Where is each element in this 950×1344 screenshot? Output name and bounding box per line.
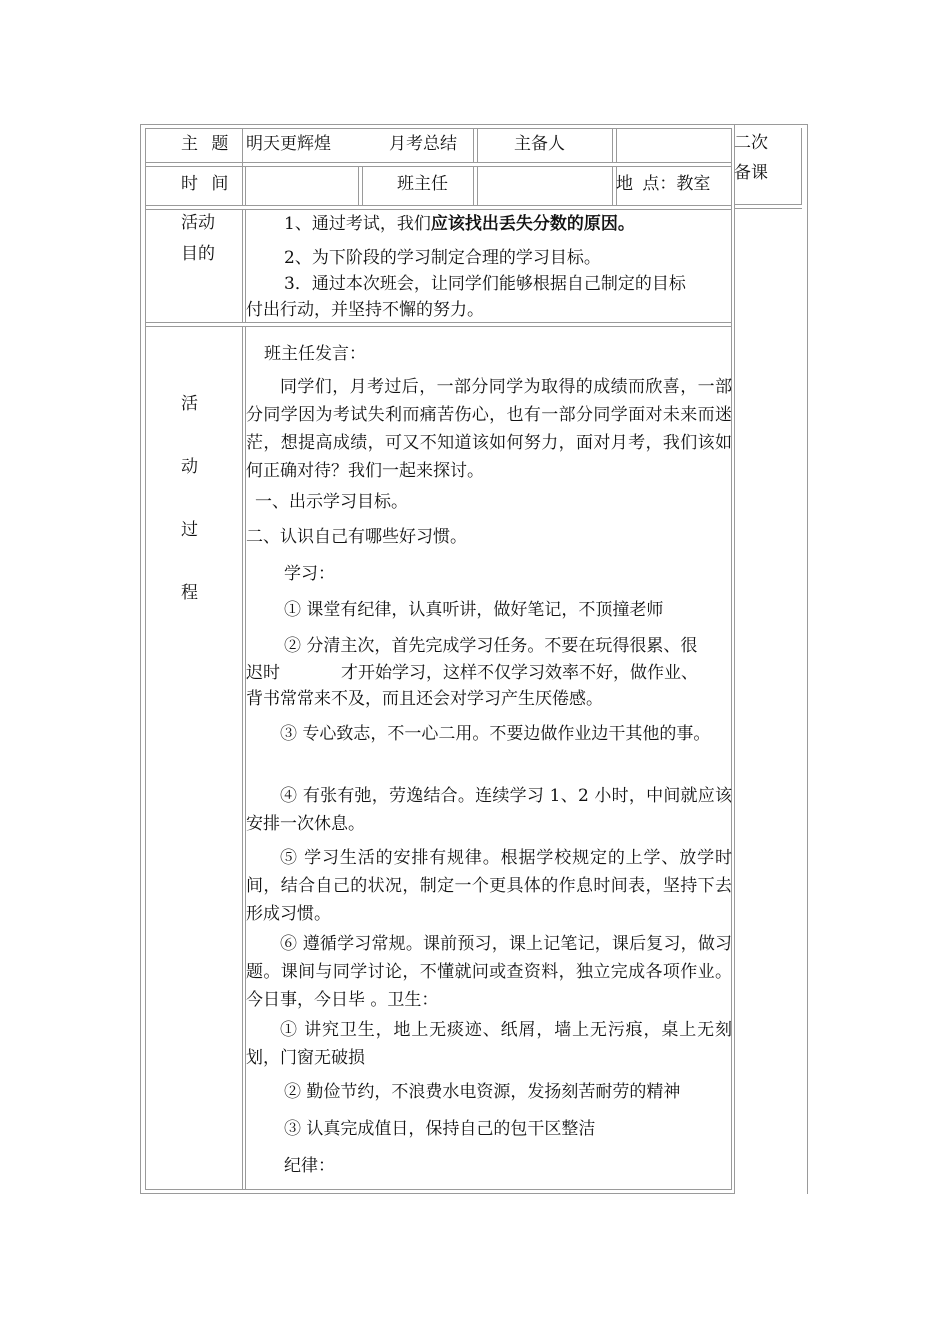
table-bottom-border <box>140 1193 734 1194</box>
intro-paragraph: 同学们，月考过后，一部分同学为取得的成绩而欣喜，一部分同学因为考试失利而痛苦伤心，也有一部分同学面对未来而迷茫，想提高成绩，可又不知道该如何努力，面对月考，我们该如何正确对待？我们一起来探讨。 <box>246 377 732 481</box>
objective-item-1-text: 1、通过考试，我们 <box>284 214 431 234</box>
row1-divider-c <box>477 128 478 162</box>
table-left-border-inner <box>145 128 146 1190</box>
topic-extra: 月考总结 <box>389 134 457 154</box>
objective-item-2: 2、为下阶段的学习制定合理的学习目标。 <box>284 248 601 268</box>
hygiene-item-3: ③ 认真完成值日，保持自己的包干区整洁 <box>284 1119 596 1139</box>
hygiene-item-2: ② 勤俭节约，不浪费水电资源，发扬刻苦耐劳的精神 <box>284 1082 681 1102</box>
study-item-3: ③ 专心致志，不一心二用。不要边做作业边干其他的事。 <box>280 724 711 744</box>
row2-divider-d <box>473 166 474 205</box>
table-top-border-inner <box>145 128 731 129</box>
table-right-border <box>807 124 808 1194</box>
study-item-4: ④ 有张有弛，劳逸结合。连续学习 1、2 小时，中间就应该安排一次休息。 <box>246 786 732 834</box>
side-column-left-outer <box>734 124 735 1194</box>
preparer-label: 主备人 <box>514 134 565 154</box>
process-top <box>145 326 731 327</box>
place-label: 地 点：教室 <box>616 174 711 194</box>
objective-label-line2: 目的 <box>181 244 215 264</box>
time-label: 时 间 <box>181 174 229 194</box>
study-title: 学习： <box>284 564 335 584</box>
objective-item-3-line2: 付出行动，并坚持不懈的努力。 <box>246 300 484 320</box>
study-item-2-line2b: 才开始学习，这样不仅学习效率不好，做作业、 <box>341 663 698 683</box>
side-column-right <box>801 128 802 204</box>
study-item-2-line2a: 迟时 <box>246 663 280 683</box>
objective-top <box>145 209 731 210</box>
row2-divider-a <box>245 166 246 205</box>
study-item-2-line3: 背书常常来不及，而且还会对学习产生厌倦感。 <box>246 689 603 709</box>
side-note-line2: 备课 <box>734 163 768 183</box>
process-label-char-2: 动 <box>181 457 198 477</box>
side-column-row-line-2 <box>734 208 802 209</box>
teacher-label: 班主任 <box>397 174 448 194</box>
study-item-5: ⑤ 学习生活的安排有规律。根据学校规定的上学、放学时间，结合自己的状况，制定一个更具体的作息时间表，坚持下去形成习惯。 <box>246 848 732 924</box>
row2-top <box>145 166 731 167</box>
process-label-char-3: 过 <box>181 520 198 540</box>
process-label-divider <box>242 326 243 1189</box>
table-top-border <box>140 124 808 125</box>
table-bottom-border-inner <box>145 1189 731 1190</box>
topic-label: 主 题 <box>181 134 229 154</box>
side-column-row-line <box>734 204 802 205</box>
row1-divider-b <box>473 128 474 162</box>
table-left-border <box>140 124 141 1194</box>
row2-divider-b <box>358 166 359 205</box>
side-note-line1: 二次 <box>734 133 768 153</box>
study-item-2-line1: ② 分清主次，首先完成学习任务。不要在玩得很累、很 <box>284 636 698 656</box>
step-1: 一、出示学习目标。 <box>255 492 408 512</box>
objective-item-1 <box>284 212 635 236</box>
objective-label-divider <box>242 209 243 322</box>
process-label-char-1: 活 <box>181 394 198 414</box>
row2-divider-c <box>362 166 363 205</box>
process-label-char-4: 程 <box>181 583 198 603</box>
objective-item-3-line1: 3．通过本次班会，让同学们能够根据自己制定的目标 <box>284 274 686 294</box>
hygiene-item-1: ① 讲究卫生，地上无痰迹、纸屑，墙上无污痕，桌上无刻划，门窗无破损 <box>246 1020 732 1068</box>
row2-bottom <box>145 205 731 206</box>
discipline-title: 纪律： <box>284 1156 335 1176</box>
objective-bottom <box>145 322 731 323</box>
step-2: 二、认识自己有哪些好习惯。 <box>246 527 467 547</box>
study-item-6: ⑥ 遵循学习常规。课前预习，课上记笔记，课后复习，做习题。课间与同学讨论，不懂就问或查资料，独立完成各项作业。今日事，今日毕 。卫生： <box>246 934 732 1010</box>
topic-value: 明天更辉煌 <box>246 134 331 154</box>
objective-label-line1: 活动 <box>181 213 215 233</box>
row2-divider-f <box>612 166 613 205</box>
row2-divider-e <box>477 166 478 205</box>
speech-title: 班主任发言： <box>264 344 366 364</box>
objective-item-1-emphasis: 应该找出丢失分数的原因。 <box>430 214 635 234</box>
study-item-1: ① 课堂有纪律，认真听讲，做好笔记，不顶撞老师 <box>284 600 664 620</box>
row1-divider-e <box>616 128 617 162</box>
row1-bottom <box>145 162 731 163</box>
row1-divider-d <box>612 128 613 162</box>
